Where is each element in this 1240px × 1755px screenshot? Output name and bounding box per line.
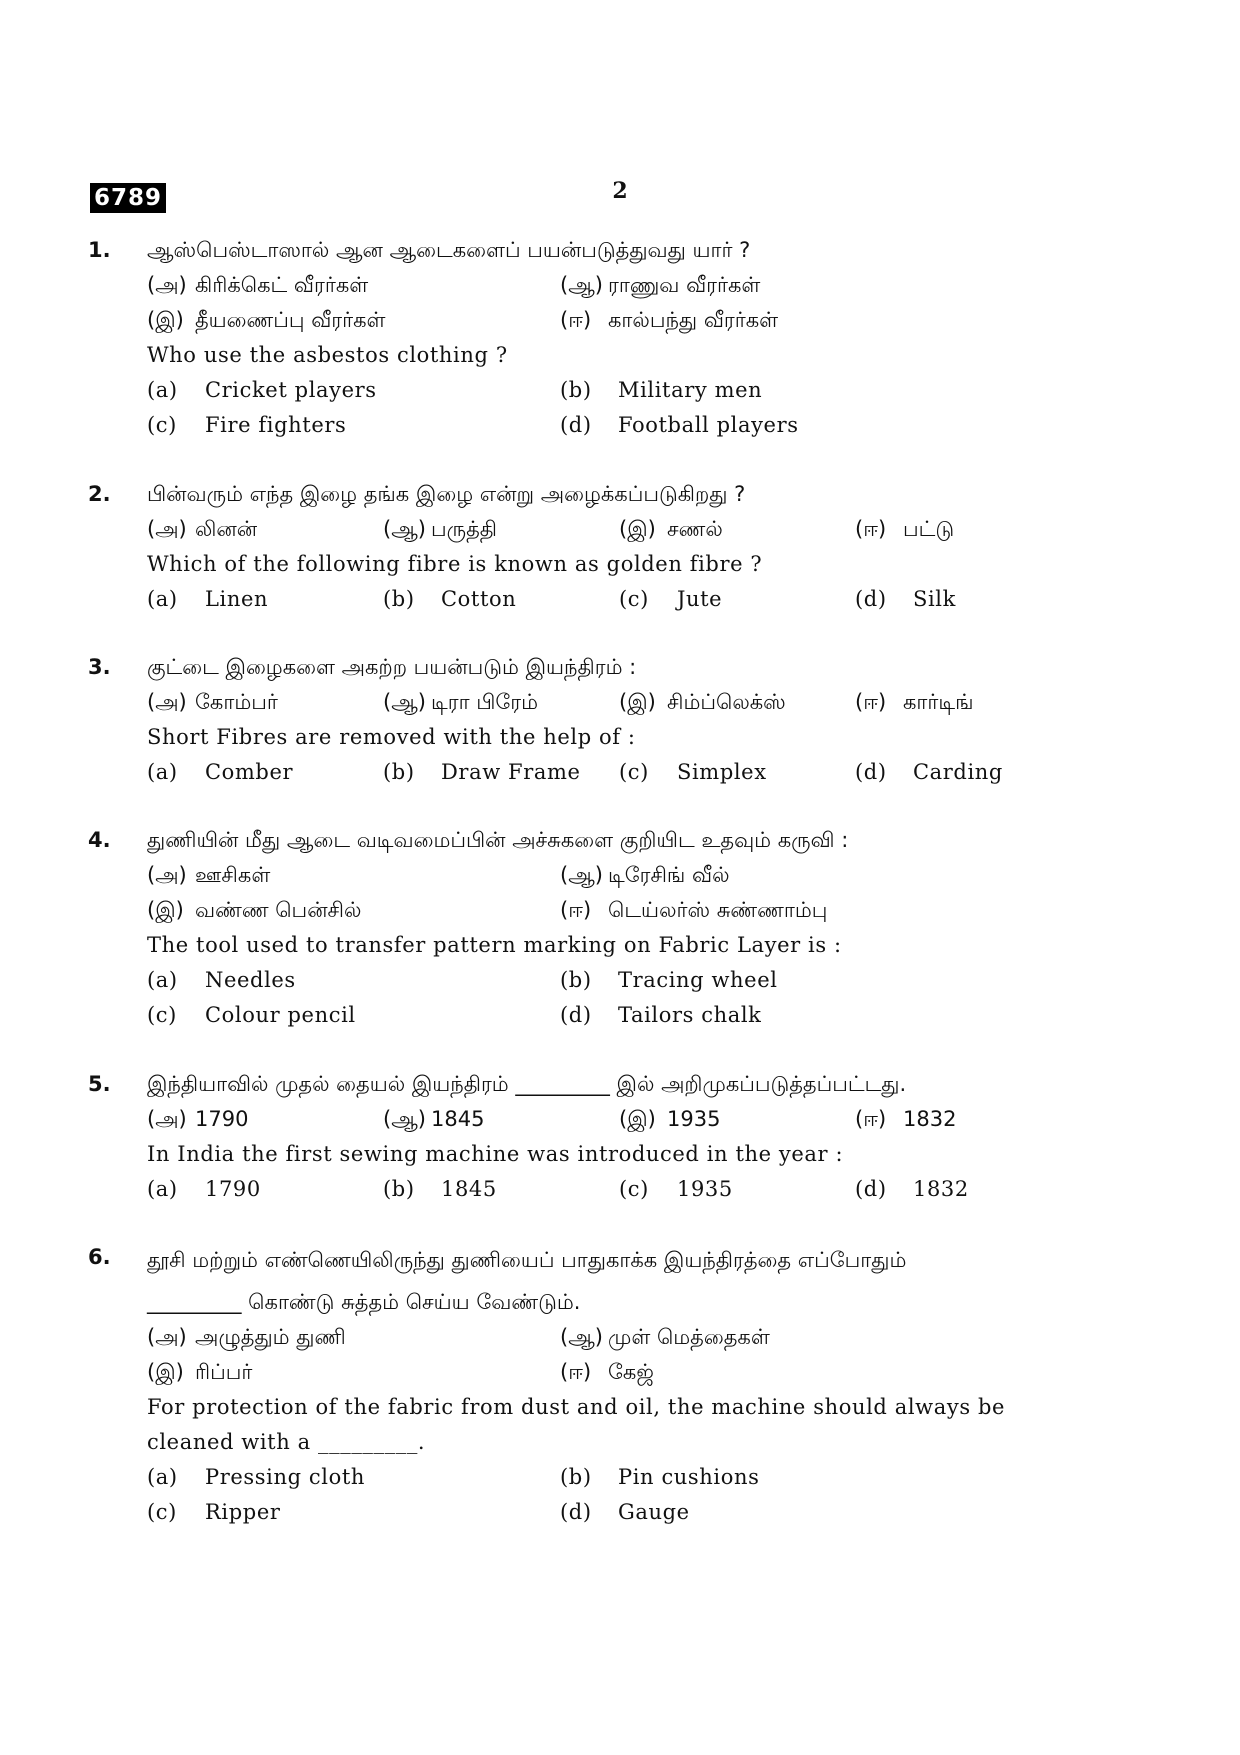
option[interactable] (855, 582, 956, 617)
option[interactable] (560, 858, 730, 893)
option-label: (b) (560, 378, 592, 402)
option-label: (c) (619, 760, 649, 784)
option[interactable] (619, 685, 786, 720)
option[interactable] (560, 373, 762, 408)
option-text: Tracing wheel (618, 968, 778, 992)
option-label: (ஈ) (855, 1107, 887, 1131)
option-label: (அ) (147, 1107, 187, 1131)
option-label: (அ) (147, 863, 187, 887)
question-english: Which of the following fibre is known as golden fibre ? (147, 552, 763, 576)
option-label: (b) (383, 587, 415, 611)
option[interactable] (855, 1172, 969, 1207)
option[interactable] (560, 998, 762, 1033)
option-label: (ஆ) (383, 690, 426, 714)
option-text: 1935 (667, 1107, 721, 1131)
option[interactable] (560, 893, 827, 928)
option-label: (a) (147, 1465, 178, 1489)
page-number: 2 (612, 178, 628, 204)
option[interactable] (383, 685, 538, 720)
question-number: 3. (88, 655, 111, 679)
option-text: கேஜ் (608, 1360, 654, 1384)
question-tamil: தூசி மற்றும் எண்ணெயிலிருந்து துணியைப் பாதுகாக்க இயந்திரத்தை எப்போதும் (147, 1248, 907, 1272)
option-text: Tailors chalk (618, 1003, 762, 1027)
option-text: ராணுவ வீரர்கள் (608, 273, 761, 297)
option-text: லினன் (195, 517, 258, 541)
tamil-options-row (147, 1102, 1138, 1137)
option[interactable] (560, 268, 760, 303)
option[interactable] (383, 582, 516, 617)
question-2 (88, 477, 1138, 617)
english-options-row (147, 1172, 1138, 1207)
option-text: கோம்பர் (195, 690, 278, 714)
question-5 (88, 1067, 1138, 1207)
option-label: (b) (383, 1177, 415, 1201)
option-text: Silk (913, 587, 956, 611)
option-label: (ஆ) (560, 1325, 603, 1349)
option-text: 1935 (677, 1177, 733, 1201)
question-1 (88, 233, 1138, 443)
tamil-options-row (147, 893, 1138, 928)
option-label: (இ) (619, 517, 656, 541)
option-text: Ripper (205, 1500, 281, 1524)
question-english-continued: cleaned with a _________. (147, 1430, 426, 1454)
option[interactable] (619, 1102, 720, 1137)
english-options-row (147, 373, 1138, 408)
option-text: தீயணைப்பு வீரர்கள் (195, 308, 386, 332)
tamil-options-row (147, 268, 1138, 303)
option-label: (c) (147, 413, 177, 437)
tamil-options-row (147, 303, 1138, 338)
question-tamil: குட்டை இழைகளை அகற்ற பயன்படும் இயந்திரம் : (147, 655, 637, 679)
option-text: Carding (913, 760, 1003, 784)
option-label: (a) (147, 968, 178, 992)
option-label: (a) (147, 587, 178, 611)
option-text: டிரேசிங் வீல் (608, 863, 730, 887)
option-label: (ஈ) (560, 898, 592, 922)
tamil-options-row (147, 1320, 1138, 1355)
option[interactable] (147, 268, 368, 303)
option-label: (ஆ) (383, 1107, 426, 1131)
option-label: (இ) (147, 308, 184, 332)
option[interactable] (560, 303, 778, 338)
option-text: 1845 (431, 1107, 485, 1131)
option-label: (d) (560, 1003, 592, 1027)
option-text: Pressing cloth (205, 1465, 365, 1489)
option-text: 1790 (195, 1107, 249, 1131)
question-english: Short Fibres are removed with the help of : (147, 725, 636, 749)
option-label: (d) (855, 587, 887, 611)
option-text: வண்ண பென்சில் (195, 898, 362, 922)
option[interactable] (855, 685, 974, 720)
option-label: (ஆ) (560, 863, 603, 887)
option-text: 1790 (205, 1177, 261, 1201)
question-tamil: இந்தியாவில் முதல் தையல் இயந்திரம் _________ இல் அறிமுகப்படுத்தப்பட்டது. (147, 1072, 907, 1096)
option-label: (இ) (619, 1107, 656, 1131)
option-label: (இ) (619, 690, 656, 714)
option-text: Gauge (618, 1500, 690, 1524)
question-tamil: ஆஸ்பெஸ்டாஸால் ஆன ஆடைகளைப் பயன்படுத்துவது யார் ? (147, 238, 751, 262)
option-label: (d) (855, 760, 887, 784)
option-text: சணல் (667, 517, 723, 541)
option[interactable] (619, 755, 767, 790)
question-english: The tool used to transfer pattern marking on Fabric Layer is : (147, 933, 842, 957)
question-number: 2. (88, 482, 111, 506)
option[interactable] (619, 1172, 733, 1207)
question-tamil: பின்வரும் எந்த இழை தங்க இழை என்று அழைக்கப்படுகிறது ? (147, 482, 746, 506)
english-options-row (147, 998, 1138, 1033)
option-text: Cricket players (205, 378, 377, 402)
question-tamil: துணியின் மீது ஆடை வடிவமைப்பின் அச்சுகளை குறியிட உதவும் கருவி : (147, 828, 849, 852)
tamil-options-row (147, 858, 1138, 893)
option-label: (a) (147, 760, 178, 784)
question-6 (88, 1240, 1138, 1530)
option[interactable] (147, 755, 293, 790)
option[interactable] (147, 1102, 248, 1137)
question-number: 1. (88, 238, 111, 262)
option-label: (c) (619, 1177, 649, 1201)
english-options-row (147, 963, 1138, 998)
option-label: (b) (383, 760, 415, 784)
option-label: (a) (147, 378, 178, 402)
option-label: (இ) (147, 1360, 184, 1384)
option-label: (ஈ) (855, 690, 887, 714)
question-number: 4. (88, 828, 111, 852)
option-label: (b) (560, 968, 592, 992)
option-text: 1845 (441, 1177, 497, 1201)
option[interactable] (560, 1320, 770, 1355)
option-label: (d) (855, 1177, 887, 1201)
english-options-row (147, 1495, 1138, 1530)
option-text: சிம்ப்லெக்ஸ் (667, 690, 786, 714)
option-text: ரிப்பர் (195, 1360, 253, 1384)
option[interactable] (147, 512, 257, 547)
option-label: (அ) (147, 690, 187, 714)
option-text: பட்டு (903, 517, 955, 541)
option-text: Jute (677, 587, 723, 611)
option-text: Linen (205, 587, 269, 611)
english-options-row (147, 1460, 1138, 1495)
option-text: Football players (618, 413, 799, 437)
english-options-row (147, 408, 1138, 443)
question-tamil-continued: _________ கொண்டு சுத்தம் செய்ய வேண்டும். (147, 1290, 581, 1314)
option[interactable] (560, 1460, 760, 1495)
option-text: கார்டிங் (903, 690, 974, 714)
option-text: Pin cushions (618, 1465, 760, 1489)
option-label: (ஈ) (560, 308, 592, 332)
option-text: Military men (618, 378, 763, 402)
option[interactable] (383, 512, 497, 547)
option[interactable] (147, 408, 346, 443)
english-options-row (147, 755, 1138, 790)
option-label: (c) (147, 1003, 177, 1027)
option[interactable] (619, 512, 723, 547)
option[interactable] (383, 1102, 484, 1137)
option-label: (c) (619, 587, 649, 611)
option[interactable] (383, 755, 581, 790)
option[interactable] (147, 1460, 365, 1495)
option-label: (b) (560, 1465, 592, 1489)
option-label: (ஈ) (560, 1360, 592, 1384)
option-label: (d) (560, 1500, 592, 1524)
option-text: 1832 (903, 1107, 957, 1131)
tamil-options-row (147, 512, 1138, 547)
question-english: For protection of the fabric from dust and oil, the machine should always be (147, 1395, 1006, 1419)
option[interactable] (560, 963, 778, 998)
option-text: டெய்லர்ஸ் சுண்ணாம்பு (608, 898, 828, 922)
option-label: (இ) (147, 898, 184, 922)
english-options-row (147, 582, 1138, 617)
option[interactable] (147, 998, 356, 1033)
option[interactable] (147, 1495, 280, 1530)
option-label: (அ) (147, 1325, 187, 1349)
option[interactable] (619, 582, 722, 617)
option[interactable] (560, 408, 799, 443)
option[interactable] (855, 1102, 956, 1137)
option[interactable] (560, 1355, 654, 1390)
option[interactable] (147, 1320, 346, 1355)
option-text: ஊசிகள் (195, 863, 271, 887)
option-text: Cotton (441, 587, 517, 611)
tamil-options-row (147, 685, 1138, 720)
option[interactable] (147, 963, 296, 998)
option[interactable] (147, 1355, 252, 1390)
option-label: (அ) (147, 517, 187, 541)
option-text: Draw Frame (441, 760, 581, 784)
option-text: பருத்தி (431, 517, 497, 541)
option[interactable] (855, 755, 1003, 790)
option[interactable] (147, 582, 268, 617)
option-text: முள் மெத்தைகள் (608, 1325, 770, 1349)
option[interactable] (147, 858, 270, 893)
question-english: In India the first sewing machine was introduced in the year : (147, 1142, 844, 1166)
option-label: (d) (560, 413, 592, 437)
option[interactable] (147, 1172, 261, 1207)
option-text: அழுத்தும் துணி (195, 1325, 346, 1349)
option-text: Needles (205, 968, 296, 992)
option[interactable] (383, 1172, 497, 1207)
option-text: Simplex (677, 760, 767, 784)
option-text: 1832 (913, 1177, 969, 1201)
question-english: Who use the asbestos clothing ? (147, 343, 508, 367)
question-number: 6. (88, 1245, 111, 1269)
option[interactable] (855, 512, 954, 547)
option-label: (ஈ) (855, 517, 887, 541)
option-label: (அ) (147, 273, 187, 297)
option-text: Comber (205, 760, 294, 784)
tamil-options-row (147, 1355, 1138, 1390)
option[interactable] (147, 893, 361, 928)
option-label: (c) (147, 1500, 177, 1524)
option[interactable] (147, 685, 278, 720)
option-label: (ஆ) (560, 273, 603, 297)
option-text: டிரா பிரேம் (431, 690, 539, 714)
option-text: Colour pencil (205, 1003, 356, 1027)
question-4 (88, 823, 1138, 1033)
option-text: கால்பந்து வீரர்கள் (608, 308, 779, 332)
option-text: கிரிக்கெட் வீரர்கள் (195, 273, 369, 297)
question-3 (88, 650, 1138, 790)
option[interactable] (560, 1495, 690, 1530)
paper-code: 6789 (90, 183, 166, 213)
option-label: (a) (147, 1177, 178, 1201)
option[interactable] (147, 373, 377, 408)
option[interactable] (147, 303, 386, 338)
question-number: 5. (88, 1072, 111, 1096)
option-text: Fire fighters (205, 413, 347, 437)
option-label: (ஆ) (383, 517, 426, 541)
